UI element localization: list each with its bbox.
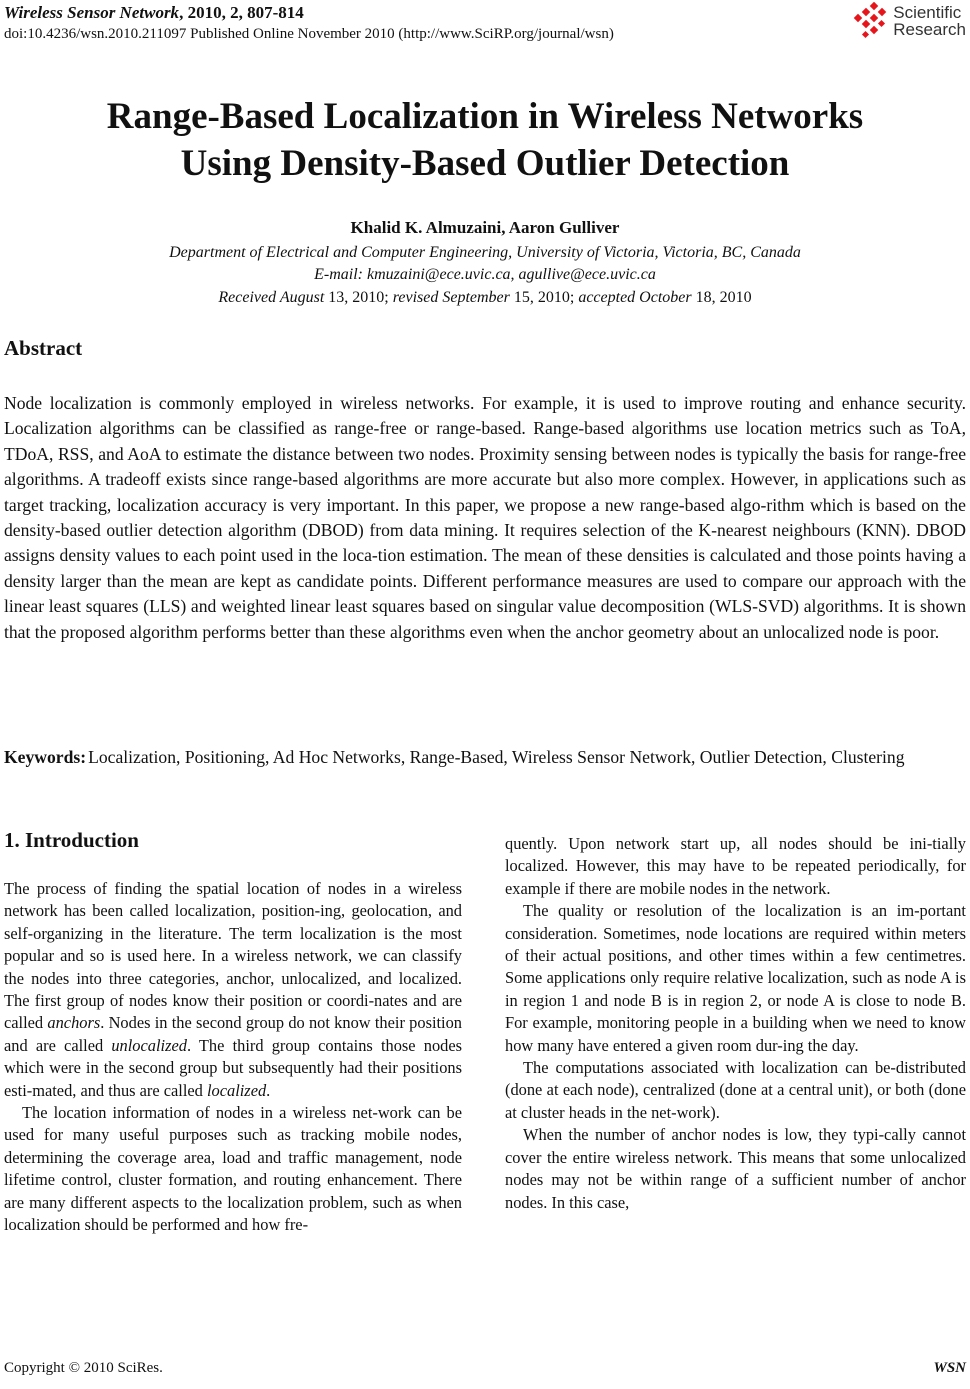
logo-wordmark: [893, 4, 966, 38]
term-anchors: anchors: [47, 1013, 101, 1033]
journal-volume-pages: , 2010, 2, 807-814: [179, 3, 304, 22]
accepted-date: 18, 2010: [691, 289, 752, 306]
page-footer: [4, 1360, 966, 1377]
revised-date: 15, 2010;: [509, 289, 579, 306]
term-localized: localized: [206, 1080, 267, 1100]
email-label: E-mail: [314, 266, 358, 283]
email-addresses: : kmuzaini@ece.uvic.ca, agullive@ece.uvic.ca: [357, 266, 656, 283]
left-column: [4, 878, 462, 1237]
abstract-text: Node localization is commonly employed in wireless networks. For example, it is used to improve routing and enhance security. Localization algorithms can be classified as range-free or range-based. Range-based algorithms use location metrics such as ToA, TDoA, RSS, and AoA to estimate the distance between two nodes. Proximity sensing between nodes is typically the basis for range-free algorithms. A tradeoff exists since range-based algorithms are more accurate but also more complex. However, in applications such as target tracking, localization accuracy is very important. In this paper, we propose a new range-based algo-rithm which is based on the density-based outlier detection algorithm (DBOD) from data mining. It requires selection of the K-nearest neighbours (KNN). DBOD assigns density values to each point used in the loca-tion estimation. The mean of these densities is calculated and those points having a density larger than the mean are kept as candidate points. Different performance measures are used to compare our approach with the linear least squares (LLS) and weighted linear least squares based on singular value decomposition (WLS-SVD) algorithms. It is shown that the proposed algorithm performs better than these algorithms even when the anchor geometry about an unlocalized node is poor.: [4, 393, 966, 642]
logo-line-2: Research: [893, 20, 966, 39]
section-heading-introduction: 1. Introduction: [4, 828, 139, 852]
text-run: . Nodes in the second group do not know their position and are called: [4, 1013, 462, 1055]
term-unlocalized: unlocalized: [111, 1035, 187, 1055]
journal-citation: [4, 2, 614, 24]
accepted-label: accepted October: [578, 289, 692, 306]
title-line-1: Range-Based Localization in Wireless Networks: [106, 96, 864, 137]
received-date: 13, 2010;: [324, 289, 393, 306]
journal-name: Wireless Sensor Network: [4, 3, 180, 22]
intro-paragraph-1: [4, 878, 462, 1102]
intro-paragraph-2: The location information of nodes in a wireless net-work can be used for many useful purposes such as tracking mobile nodes, determining the coverage area, load and traffic management, node lifetime control, cluster formation, and routing enhancement. There are many different aspects to the localization problem, such as when localization should be performed and how fre-: [4, 1103, 462, 1235]
keywords: [4, 745, 966, 770]
right-column: [505, 833, 966, 1214]
text-run: . The third group contains those nodes which were in the second group but subsequently had their positions esti-mated, and thus are called: [4, 1035, 462, 1100]
affiliation: Department of Electrical and Computer Engineering, University of Victoria, Victoria, BC, Canada: [169, 244, 801, 261]
text-run: The process of finding the spatial location of nodes in a wireless network has been called localization, position-ing, geolocation, and self-organizing in the literature. The term localization is the most popular and so is used here. In a wireless network, we can classify the nodes into three categories, anchor, unlocalized, and localized. The first group of nodes know their position or coordi-nates and are called: [4, 879, 462, 1033]
title-line-2: Using Density-Based Outlier Detection: [180, 143, 790, 184]
text-run: .: [266, 1080, 271, 1100]
keywords-label: Keywords:: [4, 747, 87, 767]
running-header: [4, 2, 614, 44]
email-line: [0, 264, 970, 286]
received-label: Received August: [218, 289, 325, 306]
copyright-notice: Copyright © 2010 SciRes.: [4, 1360, 163, 1376]
keywords-list: Localization, Positioning, Ad Hoc Networks, Range-Based, Wireless Sensor Network, Outlier Detection, Clustering: [88, 747, 905, 767]
dates-line: [0, 287, 970, 309]
authors: Khalid K. Almuzaini, Aaron Gulliver: [350, 218, 620, 237]
publisher-logo: [851, 2, 966, 40]
intro-paragraph-5: The computations associated with localization can be-distributed (done at each node), centralized (done at a central unit), or both (done at cluster heads in the net-work).: [505, 1058, 966, 1122]
revised-label: revised September: [392, 289, 510, 306]
paper-title: [0, 93, 970, 187]
intro-paragraph-6: When the number of anchor nodes is low, they typi-cally cannot cover the entire wireless network. This means that some unlocalized nodes may not be within range of a sufficient number of anchor nodes. In this case,: [505, 1125, 966, 1212]
logo-line-1: Scientific: [893, 3, 962, 22]
doi-line: doi:10.4236/wsn.2010.211097 Published Online November 2010 (http://www.SciRP.org/journal/wsn): [4, 26, 614, 42]
intro-paragraph-3: quently. Upon network start up, all nodes should be ini-tially localized. However, this may have to be repeated periodically, for example if there are mobile nodes in the network.: [505, 834, 966, 898]
intro-paragraph-4: The quality or resolution of the localization is an im-portant consideration. Sometimes, node locations are required within meters of their actual positions, and other times within a few centimetres. Some applications only require relative localization, such as node A is in region 1 and node B is in region 2, or node A is close to node B. For example, monitoring people in a building when we need to know how many have entered a given room dur-ing the day.: [505, 901, 966, 1055]
journal-abbreviation: WSN: [933, 1360, 966, 1376]
abstract-heading: Abstract: [4, 336, 83, 360]
scientific-research-logo-icon: [851, 2, 889, 40]
